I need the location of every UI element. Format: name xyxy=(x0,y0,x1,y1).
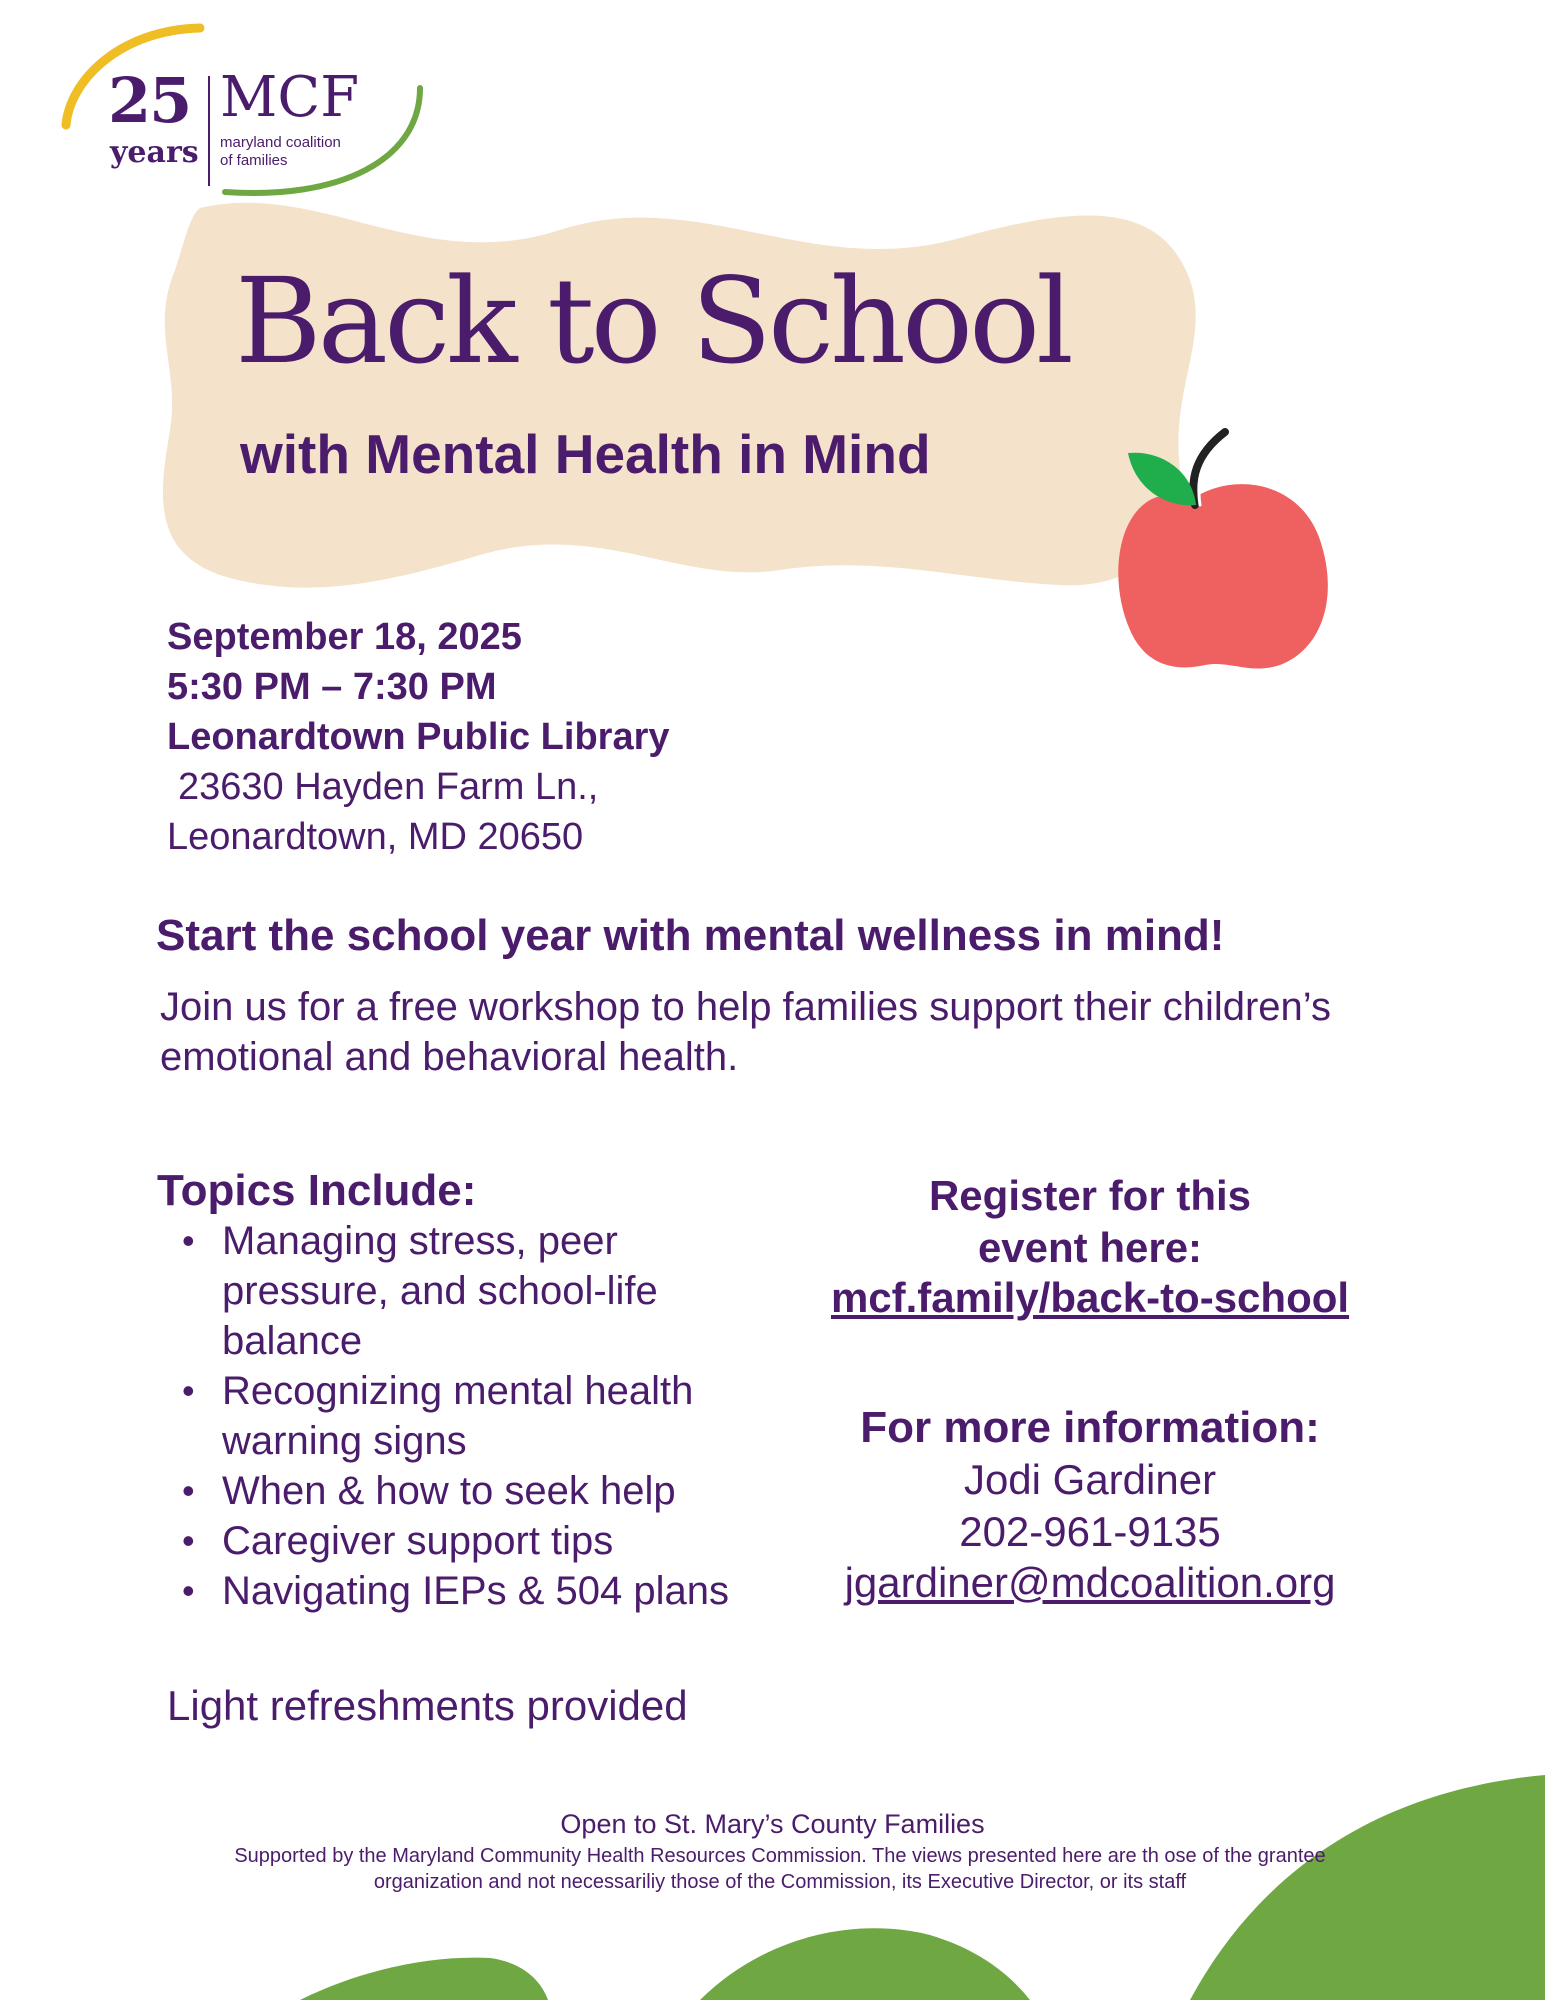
page-title: Back to School xyxy=(235,252,1070,390)
logo-anniversary-word: years xyxy=(110,135,199,170)
event-address-line2: Leonardtown, MD 20650 xyxy=(167,816,584,858)
refreshments-note: Light refreshments provided xyxy=(167,1682,688,1729)
topic-item: • When & how to seek help xyxy=(172,1466,772,1516)
audience-note: Open to St. Mary’s County Families xyxy=(560,1809,985,1839)
event-address-line1: 23630 Hayden Farm Ln., xyxy=(178,766,599,808)
topic-item: • Caregiver support tips xyxy=(172,1516,772,1566)
register-heading-line1: Register for this xyxy=(928,1172,1252,1219)
logo-anniversary-number: 25 xyxy=(108,64,191,137)
funding-disclaimer: Supported by the Maryland Community Health Resources Commission. The views presented here are th ose of the grantee organization and not necessariliy those of the Commission, its Executive Director, or its staff xyxy=(234,1845,1326,1893)
contact-email-link[interactable]: jgardiner@mdcoalition.org xyxy=(844,1559,1336,1606)
topic-item: • Navigating IEPs & 504 plans xyxy=(172,1566,772,1616)
topics-list xyxy=(172,1216,772,1616)
logo-divider xyxy=(208,76,210,186)
logo-org-abbrev: MCF xyxy=(220,65,360,130)
event-time: 5:30 PM – 7:30 PM xyxy=(167,666,497,708)
info-heading: For more information: xyxy=(860,1403,1320,1452)
hill-shape-middle xyxy=(700,1928,1030,2000)
topic-item: • Managing stress, peer pressure, and school-life balance xyxy=(172,1216,772,1366)
tagline: Start the school year with mental wellness in mind! xyxy=(156,911,1225,960)
intro-text: Join us for a free workshop to help families support their children’s emotional and behavioral health. xyxy=(160,985,1331,1079)
contact-name: Jodi Gardiner xyxy=(963,1456,1217,1503)
event-venue: Leonardtown Public Library xyxy=(167,716,670,758)
register-heading-line2: event here: xyxy=(977,1224,1203,1271)
hill-shape-left xyxy=(300,1958,548,2000)
mcf-logo xyxy=(60,20,440,200)
logo-org-name xyxy=(220,134,420,170)
logo-org-name-line2: of families xyxy=(220,152,288,169)
register-link[interactable]: mcf.family/back-to-school xyxy=(830,1274,1350,1321)
contact-phone: 202-961-9135 xyxy=(959,1508,1221,1555)
logo-org-name-line1: maryland coalition xyxy=(220,134,341,151)
page-subtitle: with Mental Health in Mind xyxy=(240,423,931,485)
topic-item: • Recognizing mental health warning signs xyxy=(172,1366,772,1466)
event-date: September 18, 2025 xyxy=(167,616,522,658)
topics-heading: Topics Include: xyxy=(157,1166,477,1215)
